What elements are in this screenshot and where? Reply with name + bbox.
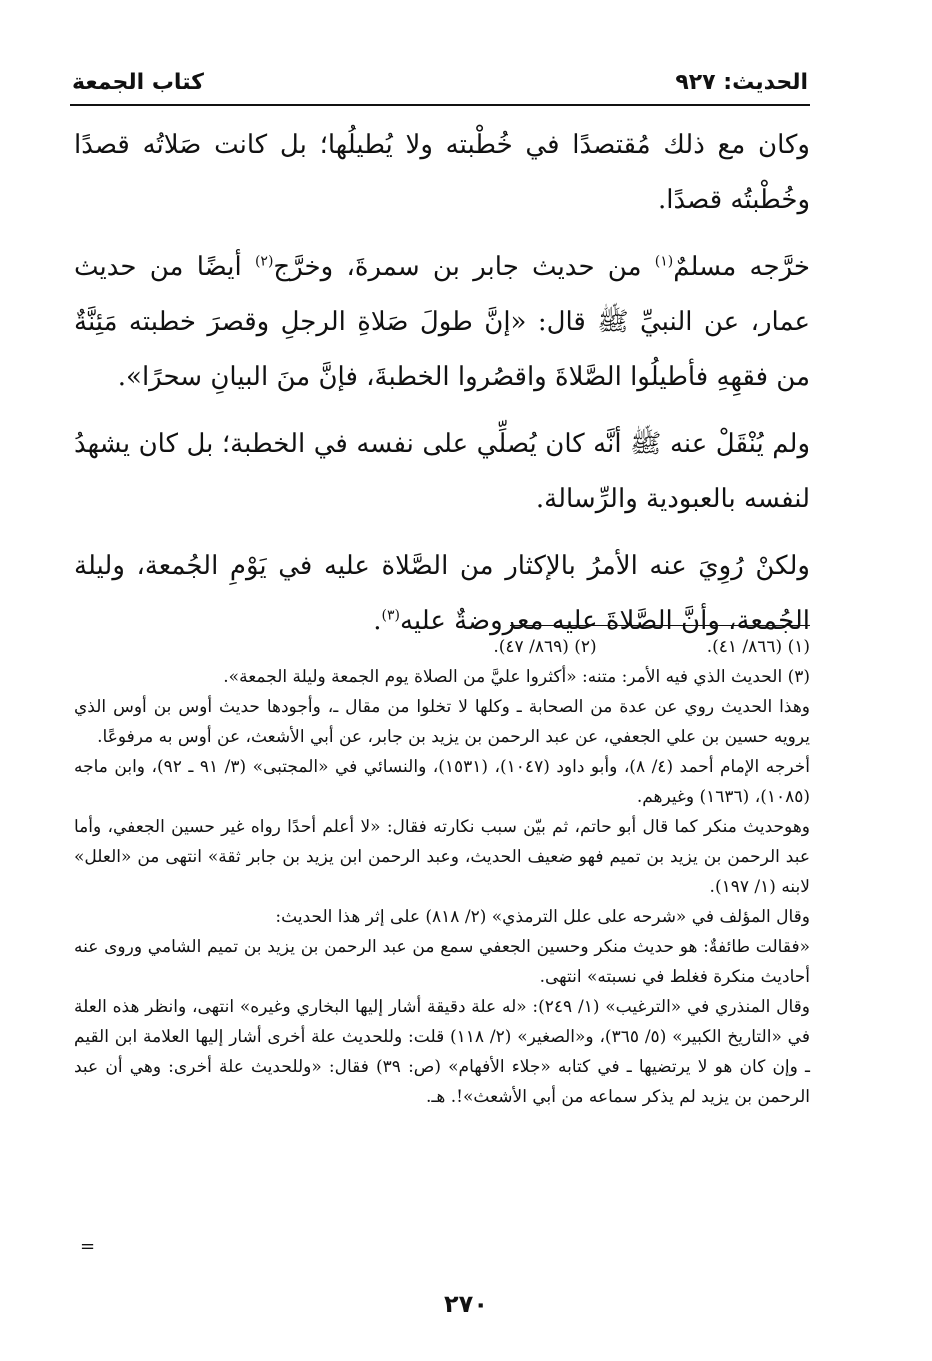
paragraph-1: وكان مع ذلك مُقتصدًا في خُطْبته ولا يُطيلُها؛ بل كانت صَلاتُه قصدًا وخُطْبتُه قصدًا. [74, 130, 810, 215]
paragraph-4-end: . [373, 606, 382, 636]
hadith-number-label: الحديث: ٩٢٧ [675, 70, 808, 95]
main-text [74, 118, 810, 649]
book-title: كتاب الجمعة [72, 70, 204, 95]
footnote-3-line-7: وقال المنذري في «الترغيب» (١/ ٢٤٩): «له علة دقيقة أشار إليها البخاري وغيره» انتهى، وانظر هذه العلة في «التاريخ الكبير» (٥/ ٣٦٥)، و«الصغير» (٢/ ١١٨) قلت: وللحديث علة أخرى أشار إليها العلامة ابن القيم ـ وإن كان هو لا يرتضيها ـ في كتابه «جلاء الأفهام» (ص: ٣٩) فقال: «وللحديث علة أخرى: وهي أن عبد الرحمن بن يزيد لم يذكر سماعه من أبي الأشعث»!. هـ. [74, 997, 811, 1107]
page-number: ٢٧٠ [444, 1290, 488, 1318]
footnote-3-line-5: وقال المؤلف في «شرحه على علل الترمذي» (٢/ ٨١٨) على إثر هذا الحديث: [275, 907, 810, 927]
paragraph-2-mid: من حديث جابر بن سمرةَ، وخرَّج [273, 252, 655, 282]
running-header [70, 64, 810, 106]
continuation-mark: = [80, 1236, 96, 1257]
paragraph-2-start: خرَّجه مسلمٌ [673, 252, 810, 282]
footnote-ref-2[interactable]: (٢) [254, 253, 274, 270]
footnote-ref-1[interactable]: (١) [654, 253, 674, 270]
footnote-1: (١) (٨٦٦/ ٤١). [706, 637, 810, 657]
footnote-separator [510, 625, 810, 626]
paragraph-2 [74, 240, 810, 405]
footnote-ref-3[interactable]: (٣) [381, 607, 400, 624]
footnote-3-line-1: (٣) الحديث الذي فيه الأمر: متنه: «أكثروا عليَّ من الصلاة يوم الجمعة وليلة الجمعة». [223, 667, 810, 687]
footnote-row-1-2 [74, 632, 810, 662]
paragraph-4-text: ولكنْ رُوِيَ عنه الأمرُ بالإكثار من الصَّلاة عليه في يَوْمِ الجُمعة، وليلة الجُمعة، وأنَّ الصَّلاةَ عليه معروضةٌ عليه [74, 551, 810, 636]
footnotes [74, 632, 811, 1257]
footnote-3-line-4: وهوحديث منكر كما قال أبو حاتم، ثم بيّن سبب نكارته فقال: «لا أعلم أحدًا رواه غير حسين الجعفي، وأما عبد الرحمن بن يزيد بن تميم فهو ضعيف الحديث، وعبد الرحمن ابن يزيد بن جابر ثقة» انتهى من «العلل» لابنه (١/ ١٩٧). [74, 817, 810, 897]
footnote-3-line-6: «فقالت طائفةٌ: هو حديث منكر وحسين الجعفي سمع من عبد الرحمن بن يزيد بن تميم الشامي وروى عنه أحاديث منكرة فغلط في نسبته» انتهى. [74, 937, 810, 987]
paragraph-3: ولم يُنْقَلْ عنه ﷺ أنَّه كان يُصلِّي على نفسه في الخطبة؛ بل كان يشهدُ لنفسه بالعبودية والرِّسالة. [74, 429, 810, 514]
footnote-2: (٢) (٨٦٩/ ٤٧). [493, 637, 597, 657]
footnote-3-line-3: أخرجه الإمام أحمد (٤/ ٨)، وأبو داود (١٠٤٧)، (١٥٣١)، والنسائي في «المجتبى» (٣/ ٩١ ـ ٩٢)، وابن ماجه (١٠٨٥)، (١٦٣٦) وغيرهم. [74, 757, 810, 807]
paragraph-2-rest: أيضًا من حديث عمار، عن النبيِّ ﷺ قال: «إنَّ طولَ صَلاةِ الرجلِ وقصرَ خطبته مَئِنَّةٌ من فقهِهِ فأطيلُوا الصَّلاةَ واقصُروا الخطبةَ، فإنَّ منَ البيانِ سحرًا». [74, 252, 810, 392]
footnote-3-line-2: وهذا الحديث روي عن عدة من الصحابة ـ وكلها لا تخلوا من مقال ـ، وأجودها حديث أوس بن أوس الذي يرويه حسين بن علي الجعفي، عن عبد الرحمن بن يزيد بن جابر، عن أبي الأشعث، عن أوس به مرفوعًا. [74, 697, 810, 747]
